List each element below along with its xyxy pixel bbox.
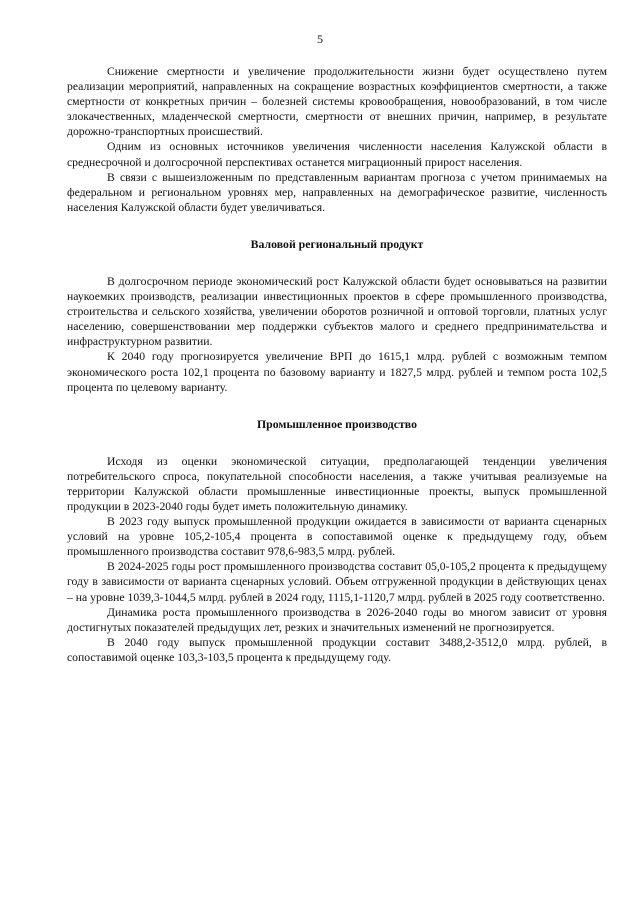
section-heading-industry: Промышленное производство bbox=[257, 416, 417, 431]
page-number: 5 bbox=[317, 32, 323, 46]
spacer bbox=[67, 395, 607, 417]
spacer bbox=[67, 215, 607, 237]
paragraph-industry-outlook: Исходя из оценки экономической ситуации, предполагающей тенденции увеличения потребительского спроса, покупательной способности населения, а также учитывая реализуемые на территории Калужской области промышленные инвестиционные проекты, выпуск промышленной продукции в 2023-2040 годы будет иметь положительную динамику. bbox=[67, 454, 607, 513]
spacer bbox=[67, 252, 607, 274]
paragraph-grp-forecast-2040: К 2040 году прогнозируется увеличение ВРП до 1615,1 млрд. рублей с возможным темпом экономического роста 102,1 процента по базовому варианту и 1827,5 млрд. рублей и темпом роста 102,5 процента по целевому варианту. bbox=[67, 350, 607, 394]
paragraph-industry-2040: В 2040 году выпуск промышленной продукции составит 3488,2-3512,0 млрд. рублей, в сопоставимой оценке 103,3-103,5 процента к предыдущему году. bbox=[67, 635, 607, 664]
paragraph-migration-growth: Одним из основных источников увеличения численности населения Калужской области в среднесрочной и долгосрочной перспективах останется миграционный прирост населения. bbox=[67, 140, 607, 169]
paragraph-mortality-reduction: Снижение смертности и увеличение продолжительности жизни будет осуществлено путем реализации мероприятий, направленных на сокращение возрастных коэффициентов смертности, а также смертности от конкретных причин – болезней системы кровообращения, новообразований, в том числе злокачественных, младенческой смертности, смертности от внешних причин, например, в результате дорожно-транспортных происшествий. bbox=[67, 65, 607, 139]
spacer bbox=[67, 432, 607, 454]
paragraph-industry-2024-2025: В 2024-2025 годы рост промышленного производства составит 05,0-105,2 процента к предыдущему году в зависимости от варианта сценарных условий. Объем отгруженной продукции в действующих ценах – на уровне 1039,3-1044,5 млрд. рублей в 2024 году, 1115,1-1120,7 млрд. рублей в 2025 году соответственно. bbox=[67, 560, 607, 604]
section-heading-grp: Валовой региональный продукт bbox=[250, 236, 424, 251]
paragraph-population-forecast: В связи с вышеизложенным по представленным вариантам прогноза с учетом принимаемых на федеральном и региональном уровнях мер, направленных на демографическое развитие, численность населения Калужской области будет увеличиваться. bbox=[67, 170, 607, 214]
paragraph-industry-2023: В 2023 году выпуск промышленной продукции ожидается в зависимости от варианта сценарных условий на уровне 105,2-105,4 процента в сопоставимой оценке к предыдущему году, объем промышленного производства составит 978,6-983,5 млрд. рублей. bbox=[67, 515, 607, 559]
paragraph-industry-2026-2040: Динамика роста промышленного производства в 2026-2040 годы во многом зависит от уровня достигнутых показателей предыдущих лет, резких и значительных изменений не прогнозируется. bbox=[67, 605, 607, 634]
paragraph-grp-growth-drivers: В долгосрочном периоде экономический рост Калужской области будет основываться на развитии наукоемких производств, реализации инвестиционных проектов в сфере промышленного производства, строительства и сельского хозяйства, увеличении оборотов розничной и оптовой торговли, платных услуг населению, совершенствовании мер поддержки субъектов малого и среднего предпринимательства и инфраструктурном развитии. bbox=[67, 274, 607, 349]
page-content bbox=[67, 64, 607, 665]
